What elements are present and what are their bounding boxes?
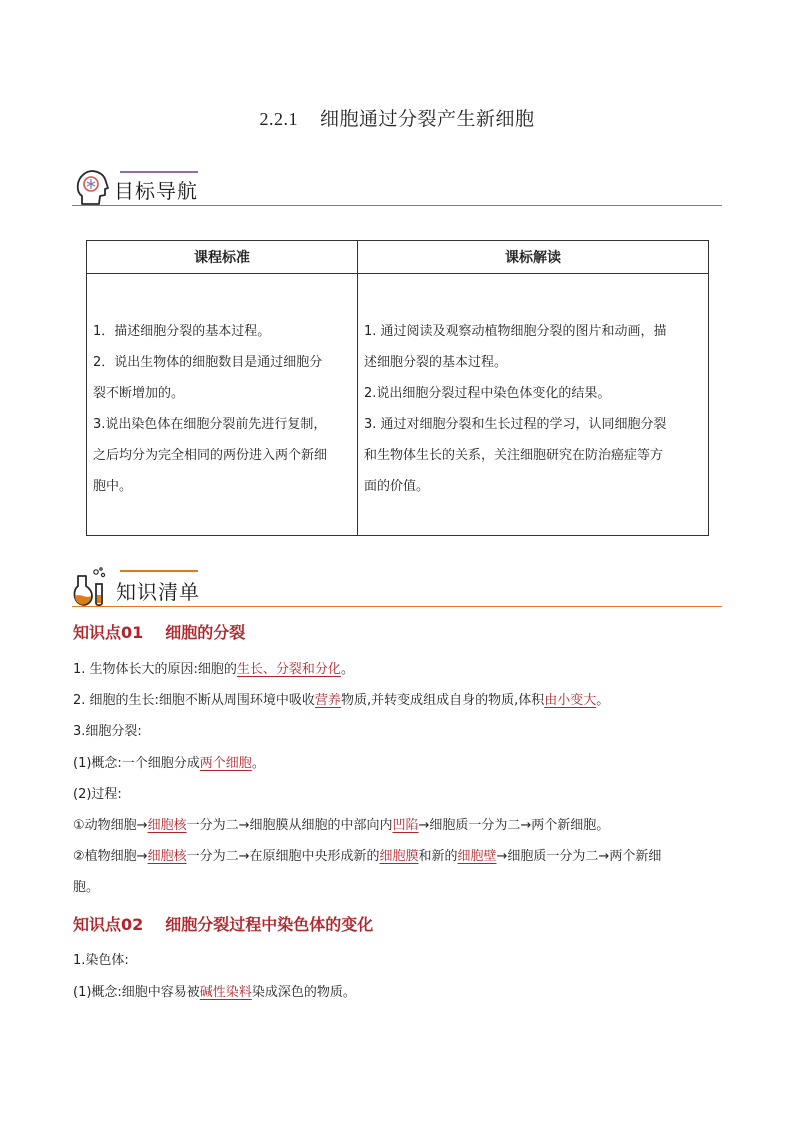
- interpretation-line: 面的价值。: [364, 479, 430, 494]
- answer-blank: 营养: [314, 693, 341, 708]
- standard-line: 2．说出生物体的细胞数目是通过细胞分: [93, 355, 323, 370]
- kp1-number: 知识点01: [73, 623, 144, 642]
- answer-blank: 碱性染料: [199, 985, 252, 1000]
- kp1-line-5: (2)过程:: [73, 787, 122, 802]
- kp2-line-1: 1.染色体:: [73, 953, 129, 968]
- text: 一分为二→细胞膜从细胞的中部向内: [186, 818, 393, 833]
- text: 染成深色的物质。: [251, 985, 356, 1000]
- answer-blank: 生长、分裂和分化: [236, 662, 341, 677]
- interpretation-cell: [358, 274, 709, 536]
- kp2-number: 知识点02: [73, 915, 144, 934]
- interpretation-line: 2.说出细胞分裂过程中染色体变化的结果。: [364, 386, 611, 401]
- lab-flask-icon: [72, 566, 112, 608]
- text: (1)概念:细胞中容易被: [73, 985, 200, 1000]
- header-divider: [72, 205, 722, 206]
- knowledge-point-1-title: [73, 620, 245, 643]
- interpretation-line: 1. 通过阅读及观察动植物细胞分裂的图片和动画，描: [364, 324, 667, 339]
- table-header-interpretation: 课标解读: [358, 241, 709, 274]
- standard-line: 1．描述细胞分裂的基本过程。: [93, 324, 271, 339]
- answer-blank: 由小变大: [544, 693, 597, 708]
- kp1-line-8: 胞。: [73, 880, 100, 895]
- title-text: 细胞通过分裂产生新细胞: [319, 108, 535, 130]
- kp1-line-7: [73, 845, 723, 864]
- interpretation-line: 3. 通过对细胞分裂和生长过程的学习，认同细胞分裂: [364, 417, 667, 432]
- answer-blank: 细胞核: [147, 849, 187, 864]
- kp1-line-2: [73, 689, 723, 708]
- text: 。: [251, 756, 265, 771]
- standard-cell: [87, 274, 358, 536]
- kp1-line-6: [73, 814, 723, 833]
- knowledge-section-header: [72, 566, 722, 610]
- text: (1)概念:一个细胞分成: [73, 756, 200, 771]
- kp1-heading: 细胞的分裂: [165, 623, 246, 642]
- kp2-heading: 细胞分裂过程中染色体的变化: [165, 915, 374, 934]
- text: ②植物细胞→: [73, 849, 148, 864]
- text: 。: [340, 662, 354, 677]
- text: ①动物细胞→: [73, 818, 148, 833]
- knowledge-point-2-title: [73, 912, 373, 935]
- answer-blank: 凹陷: [392, 818, 419, 833]
- kp1-line-3: 3.细胞分裂:: [73, 724, 142, 739]
- answer-blank: 细胞膜: [379, 849, 419, 864]
- interpretation-line: 和生物体生长的关系，关注细胞研究在防治癌症等方: [364, 448, 664, 463]
- answer-blank: 细胞核: [147, 818, 187, 833]
- answer-blank: 细胞壁: [457, 849, 497, 864]
- text: 2. 细胞的生长:细胞不断从周围环境中吸收: [73, 693, 315, 708]
- text: 1. 生物体长大的原因:细胞的: [73, 662, 237, 677]
- text: 一分为二→在原细胞中央形成新的: [186, 849, 380, 864]
- header-accent: [120, 570, 198, 572]
- standard-line: 裂不断增加的。: [93, 386, 185, 401]
- table-header-row: [87, 241, 709, 274]
- header-divider: [72, 606, 722, 607]
- goals-section-label: 目标导航: [114, 179, 198, 203]
- table-row: [87, 274, 709, 536]
- knowledge-section-label: 知识清单: [116, 580, 200, 604]
- answer-blank: 两个细胞: [199, 756, 252, 771]
- standard-line: 胞中。: [93, 479, 133, 494]
- interpretation-line: 述细胞分裂的基本过程。: [364, 355, 508, 370]
- curriculum-table: [86, 240, 709, 536]
- standard-line: 之后均分为完全相同的两份进入两个新细: [93, 448, 328, 463]
- text: 物质,并转变成组成自身的物质,体积: [340, 693, 545, 708]
- kp2-line-2: [73, 981, 723, 1000]
- standard-line: 3.说出染色体在细胞分裂前先进行复制，: [93, 417, 327, 432]
- text: →细胞质一分为二→两个新细: [496, 849, 662, 864]
- kp1-line-4: [73, 752, 723, 771]
- kp1-line-1: [73, 658, 723, 677]
- header-accent: [120, 171, 198, 173]
- text: →细胞质一分为二→两个新细胞。: [418, 818, 610, 833]
- table-header-standard: 课程标准: [87, 241, 358, 274]
- goals-section-header: [72, 166, 722, 210]
- text: 和新的: [418, 849, 458, 864]
- section-number: 2.2.1: [259, 109, 298, 129]
- text: 。: [596, 693, 610, 708]
- page-title: [0, 104, 794, 131]
- head-brain-icon: [74, 168, 110, 208]
